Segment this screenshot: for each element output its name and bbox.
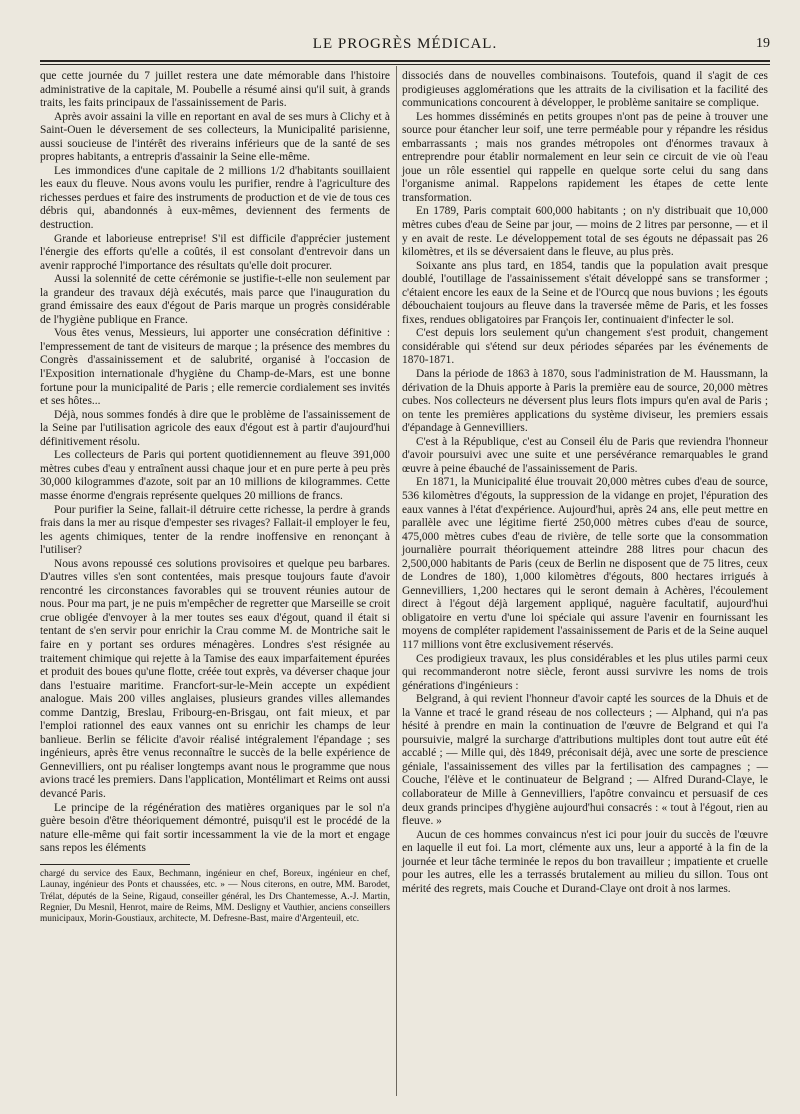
paragraph: Soixante ans plus tard, en 1854, tandis que la population avait presque doublé, l'outillage de l'assainissement s'était développé sans se transformer ; c'étaient encore les eaux de la Seine et de l'Ourcq que nous buvions ; les égouts débouchaient toujours au fleuve dans la traversée même de Paris, et les fosses fixes, rendues obligatoires par François Ier, continuaient d'infecter le sol.: [402, 259, 768, 326]
paragraph: Vous êtes venus, Messieurs, lui apporter une consécration définitive : l'empressement de tant de visiteurs de marque ; la présence des membres du Congrès d'assainissement et de salubrité, organisé à l'occasion de l'Exposition internationale d'hygiène du Champ-de-Mars, est une bonne fortune pour la municipalité de Paris ; elle remercie cordialement ses invités et ses hôtes...: [40, 327, 390, 408]
page-number: 19: [756, 36, 770, 51]
paragraph: En 1871, la Municipalité élue trouvait 20,000 mètres cubes d'eau de source, 536 kilomètres d'égouts, la suppression de la vidange en projet, l'épuration des eaux vannes à l'état d'expérience. Aujourd'hui, après 24 ans, elle peut mettre en parallèle avec une légitime fierté 250,000 mètres cubes d'eau de source, 475,000 mètres cubes d'eau de rivière, de telle sorte que la consommation journalière pourrait théoriquement atteindre 288 litres pour chacun des 2,500,000 habitants de Paris (ceux de Berlin ne disposent que de 75 litres, ceux de Londres de 180), 1,000 kilomètres d'égouts, 800 hectares irrigués à Gennevilliers, 1,200 hectares qui le seront demain à Achères, l'écoulement direct à l'égout déjà largement appliqué, naguère facultatif, aujourd'hui obligatoire en vertu d'une loi spéciale qui assure l'avenir en fournissant les moyens de compléter rapidement l'assainissement de Paris et de la Seine auquel 117 millions vont être exclusivement réservés.: [402, 476, 768, 651]
paragraph: Nous avons repoussé ces solutions provisoires et quelque peu barbares. D'autres villes s'en sont contentées, mais presque toujours faute d'avoir rencontré les circonstances favorables qui se trouvent réunies autour de nous. Pour ma part, je ne puis m'empêcher de regretter que Marseille se croit crue obligée d'envoyer à la mer toutes ses eaux d'égout, quand il était si tentant de s'en servir pour enrichir la Crau comme M. de Montriche sait le faire en y portant ses ordures ménagères. Londres s'est résignée au traitement chimique qui rejette à la Tamise des eaux imparfaitement épurées et produit des boues qu'une flotte, créée tout exprès, va déverser chaque jour dans l'estuaire maritime. Francfort-sur-le-Mein accepte un expédient analogue. Mais 200 villes anglaises, plusieurs grandes villes allemandes comme Dantzig, Breslau, Fribourg-en-Brisgau, ont fait mieux, et par l'emploi rationnel des eaux vannes ont su enrichir les champs de leur banlieue. Berlin se félicite d'avoir réalisé intégralement l'épandage ; ses ingénieurs, après être venus reconnaître le succès de la belle expérience de Gennevilliers, ont pu réaliser longtemps avant nous le programme que nous avions tracé les premiers. Dans l'application, Montélimart et Reims ont aussi devancé Paris.: [40, 557, 390, 800]
paragraph: Pour purifier la Seine, fallait-il détruire cette richesse, la perdre à grands frais dans la mer au risque d'empester ses rivages? Fallait-il employer le feu, les agents chimiques, tenter de la rendre inoffensive en renonçant à l'utiliser?: [40, 503, 390, 557]
right-column: [402, 70, 768, 896]
paragraph: Dans la période de 1863 à 1870, sous l'administration de M. Haussmann, la dérivation de la Dhuis apporte à Paris la première eau de source, 20,000 mètres cubes. Nos collecteurs ne déversent plus leurs flots impurs qu'en aval de Paris ; on tente les premières applications du système diviseur, les premiers essais d'épandage à Gennevilliers.: [402, 368, 768, 435]
paragraph: Déjà, nous sommes fondés à dire que le problème de l'assainissement de la Seine par l'utilisation agricole des eaux d'égout est à partir d'aujourd'hui définitivement résolu.: [40, 408, 390, 448]
journal-title: LE PROGRÈS MÉDICAL.: [312, 36, 498, 52]
paragraph: En 1789, Paris comptait 600,000 habitants ; on n'y distribuait que 10,000 mètres cubes d'eau de Seine par jour, — moins de 2 litres par personne, — et il y en avait de reste. Le développement total de ses égouts ne dépassait pas 26 kilomètres, et ils se déversaient dans le fleuve, au plus près.: [402, 205, 768, 259]
paragraph: Ces prodigieux travaux, les plus considérables et les plus utiles parmi ceux qui recommanderont notre siècle, feront aussi survivre les noms de trois générations d'ingénieurs :: [402, 652, 768, 692]
running-header: [40, 36, 770, 58]
left-column: [40, 70, 390, 926]
footnote-rule: [40, 864, 190, 865]
column-divider: [396, 66, 397, 1096]
header-rule-thin: [40, 64, 770, 65]
footnote: chargé du service des Eaux, Bechmann, ingénieur en chef, Boreux, ingénieur en chef, Launay, ingénieur des Ponts et chaussées, etc. » — Nous citerons, en outre, MM. Barodet, Trélat, députés de la Seine, Rigaud, conseiller général, les Drs Chantemesse, A.-J. Martin, Regnier, Du Mesnil, Henrot, maire de Reims, MM. Desligny et Vauthier, anciens conseillers municipaux, Morin-Goustiaux, architecte, M. Defresne-Bast, maire d'Argenteuil, etc.: [40, 868, 390, 925]
paragraph: Aussi la solennité de cette cérémonie se justifie-t-elle non seulement par la grandeur des travaux déjà exécutés, mais parce que l'inauguration du grand émissaire des eaux d'égout de Paris marque un progrès considérable de l'hygiène publique en France.: [40, 273, 390, 326]
paragraph: Belgrand, à qui revient l'honneur d'avoir capté les sources de la Dhuis et de la Vanne et tracé le grand réseau de nos collecteurs ; — Alphand, qui n'a pas hésité à prendre en main la continuation de l'œuvre de Belgrand et qui l'a poursuivie, malgré la surcharge d'attributions multiples dont tout autre eût été accablé ; — Mille qui, dès 1849, préconisait déjà, avec une sorte de prescience géniale, l'assainissement des villes par la fertilisation des campagnes ; — Couche, l'élève et le continuateur de Belgrand ; — Alfred Durand-Claye, le collaborateur de Mille à Gennevilliers, l'apôtre convaincu et persuasif de ces deux grands principes d'hygiène aujourd'hui consacrés : « tout à l'égout, rien au fleuve. »: [402, 693, 768, 828]
paragraph: Les collecteurs de Paris qui portent quotidiennement au fleuve 391,000 mètres cubes d'eau y entraînent aussi chaque jour et en pure perte à peu près 30,000 kilogrammes d'azote, soit par an 10 millions de kilogrammes. Cette masse énorme d'engrais représente quelques 20 millions de francs.: [40, 449, 390, 502]
paragraph: C'est à la République, c'est au Conseil élu de Paris que reviendra l'honneur d'avoir poursuivi avec une suite et une persévérance remarquables le grand œuvre à peine ébauché de l'assainissement de Paris.: [402, 435, 768, 475]
paragraph: Les hommes disséminés en petits groupes n'ont pas de peine à trouver une source pour étancher leur soif, une terre perméable pour y répandre les résidus embarrassants ; mais nos grandes métropoles ont d'énormes travaux à entreprendre pour établir normalement en leur sein ce circuit de vie où l'eau joue un rôle essentiel qui rappelle en quelque sorte celui du sang dans l'organisme animal. Rappelons rapidement les étapes de cette lente transformation.: [402, 110, 768, 204]
paragraph: que cette journée du 7 juillet restera une date mémorable dans l'histoire administrative de la capitale, M. Poubelle a résumé ainsi qu'il suit, à grands traits, les faits principaux de l'assainissement de Paris.: [40, 70, 390, 110]
paragraph: Aucun de ces hommes convaincus n'est ici pour jouir du succès de l'œuvre en laquelle il eut foi. La mort, clémente aux uns, leur a apporté à la fin de la journée et leur tâche terminée le repos du bon travailleur ; impatiente et cruelle pour les autres, elle les a terrassés brutalement au milieu du sillon. Tous ont mérité des regrets, mais Couche et Durand-Claye ont droit à nos larmes.: [402, 828, 768, 895]
paragraph: dissociés dans de nouvelles combinaisons. Toutefois, quand il s'agit de ces prodigieuses agglomérations que les attraits de la civilisation et la facilité des communications concourent à développer, le problème sanitaire se complique.: [402, 70, 768, 110]
paragraph: C'est depuis lors seulement qu'un changement s'est produit, changement considérable qui s'étend sur deux périodes séparées par les événements de 1870-1871.: [402, 327, 768, 367]
paragraph: Les immondices d'une capitale de 2 millions 1/2 d'habitants souillaient les eaux du fleuve. Nous avons voulu les purifier, rendre à l'agriculture des richesses perdues et faire des instruments de production et de vie de tous ces débris qui, abandonnés à eux-mêmes, deviennent des ferments de destruction.: [40, 164, 390, 232]
paragraph: Grande et laborieuse entreprise! S'il est difficile d'apprécier justement l'énergie des efforts qu'elle a coûtés, il est consolant d'entrevoir dans un avenir rapproché l'importance des résultats qu'elle doit procurer.: [40, 232, 390, 272]
paragraph: Après avoir assaini la ville en reportant en aval de ses murs à Clichy et à Saint-Ouen le déversement de ses collecteurs, la Municipalité parisienne, aussi soucieuse de l'intérêt des riverains inférieurs que de la santé de ses propres habitants, a entrepris d'assainir la Seine elle-même.: [40, 110, 390, 164]
paragraph: Le principe de la régénération des matières organiques par le sol n'a guère besoin d'être théoriquement démontré, puisqu'il est le procédé de la nature elle-même qui fait sortir incessamment la vie de la mort et engage sans repos les éléments: [40, 801, 390, 855]
header-rule-thick: [40, 60, 770, 62]
